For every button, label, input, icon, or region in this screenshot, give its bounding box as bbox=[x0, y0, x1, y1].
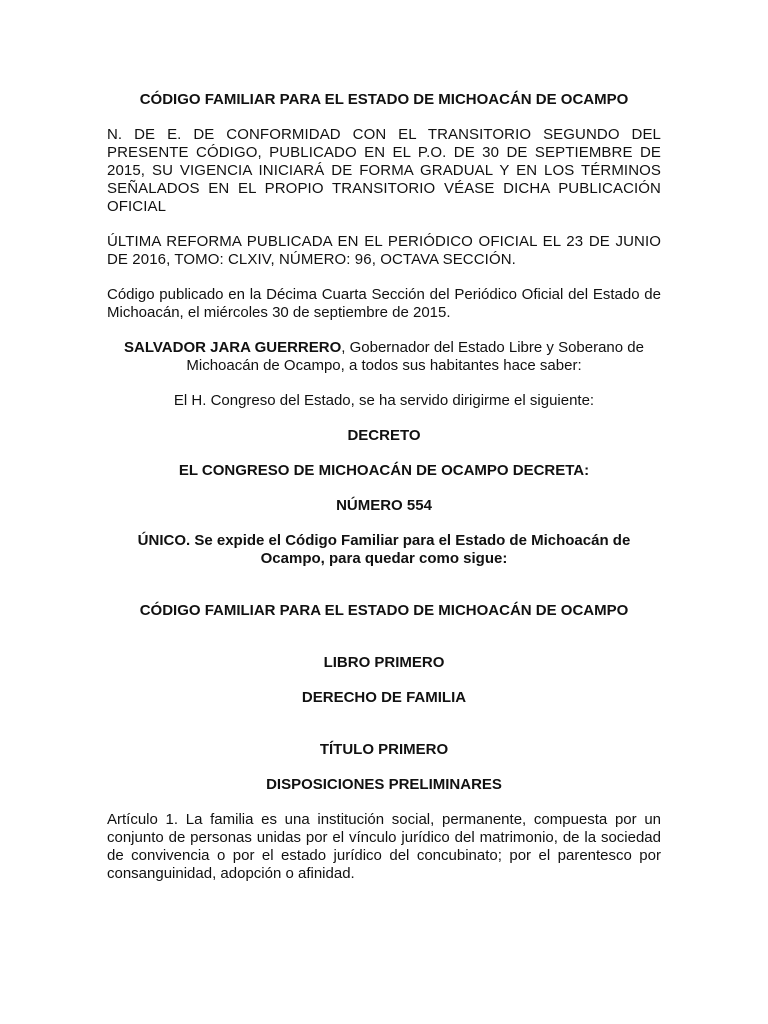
book-heading: LIBRO PRIMERO bbox=[323, 654, 445, 671]
unique-article: ÚNICO. Se expide el Código Familiar para el Estado de Michoacán de Ocampo, para quedar como sigue: bbox=[137, 532, 631, 567]
article-1: Artículo 1. La familia es una institución social, permanente, compuesta por un conjunto de personas unidas por el vínculo jurídico del matrimonio, de la sociedad de convivencia o por el estado jurídico del concubinato; por el parentesco por consanguinidad, adopción o afinidad. bbox=[107, 811, 661, 882]
publication-note: Código publicado en la Décima Cuarta Sección del Periódico Oficial del Estado de Michoacán, el miércoles 30 de septiembre de 2015. bbox=[107, 286, 661, 321]
decree-number: NÚMERO 554 bbox=[336, 497, 432, 514]
document-title: CÓDIGO FAMILIAR PARA EL ESTADO DE MICHOACÁN DE OCAMPO bbox=[139, 91, 629, 108]
transitory-note: N. DE E. DE CONFORMIDAD CON EL TRANSITORIO SEGUNDO DEL PRESENTE CÓDIGO, PUBLICADO EN EL P.O. DE 30 DE SEPTIEMBRE DE 2015, SU VIGENCIA INICIARÁ DE FORMA GRADUAL Y EN LOS TÉRMINOS SEÑALADOS EN EL PROPIO TRANSITORIO VÉASE DICHA PUBLICACIÓN OFICIAL bbox=[107, 126, 661, 215]
congress-decrees-heading: EL CONGRESO DE MICHOACÁN DE OCAMPO DECRETA: bbox=[178, 462, 590, 479]
last-reform-note: ÚLTIMA REFORMA PUBLICADA EN EL PERIÓDICO OFICIAL EL 23 DE JUNIO DE 2016, TOMO: CLXIV, NÚMERO: 96, OCTAVA SECCIÓN. bbox=[107, 233, 661, 268]
congress-sent-text: El H. Congreso del Estado, se ha servido dirigirme el siguiente: bbox=[173, 392, 595, 409]
title-subject-heading: DISPOSICIONES PRELIMINARES bbox=[266, 776, 502, 793]
book-subject-heading: DERECHO DE FAMILIA bbox=[301, 689, 467, 706]
governor-name: SALVADOR JARA GUERRERO bbox=[124, 339, 342, 356]
governor-proclamation-text: , Gobernador del Estado Libre y Soberano de Michoacán de Ocampo, a todos sus habitantes hace saber: bbox=[186, 339, 644, 374]
document-content bbox=[107, 91, 661, 883]
title-heading: TÍTULO PRIMERO bbox=[319, 741, 449, 758]
governor-proclamation bbox=[107, 339, 661, 375]
code-title: CÓDIGO FAMILIAR PARA EL ESTADO DE MICHOACÁN DE OCAMPO bbox=[139, 602, 629, 619]
decree-heading: DECRETO bbox=[347, 427, 421, 444]
